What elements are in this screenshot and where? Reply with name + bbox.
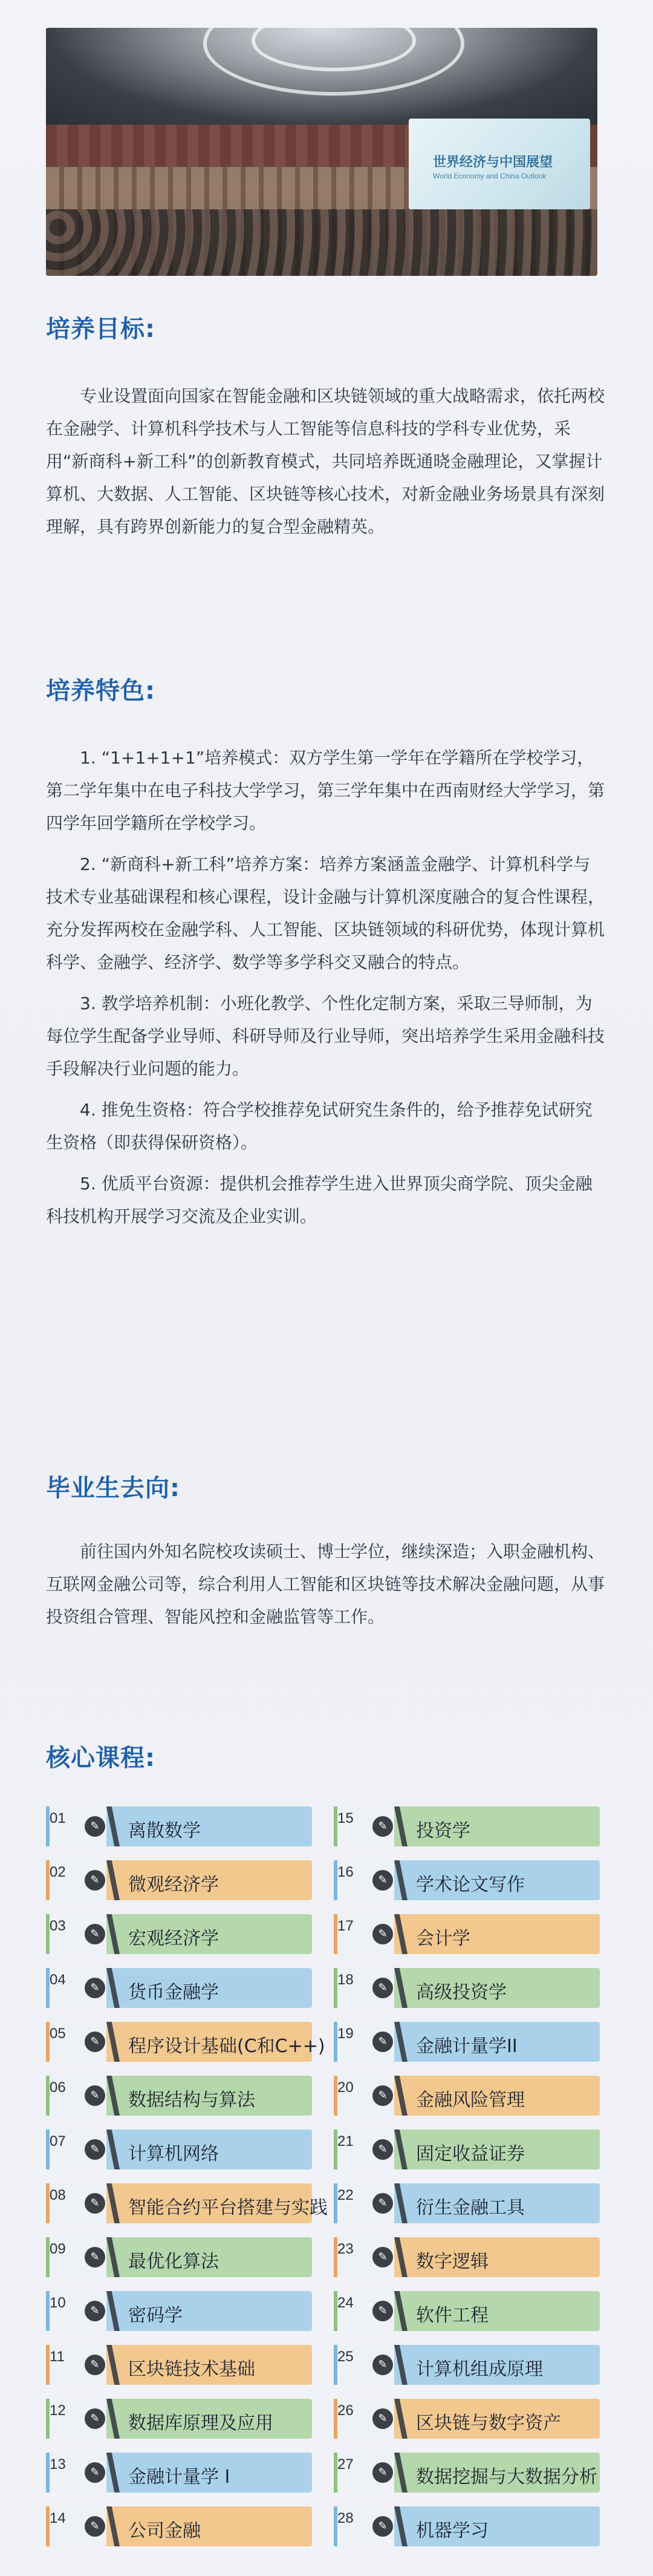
course-icon: ✎ — [85, 1816, 105, 1837]
course-card — [46, 2453, 312, 2493]
course-card — [334, 2130, 600, 2169]
course-card — [46, 2399, 312, 2439]
course-number: 07 — [50, 2133, 66, 2149]
goal-paragraph — [46, 380, 607, 543]
course-number: 09 — [50, 2241, 66, 2257]
course-card — [334, 2506, 600, 2546]
course-name: 宏观经济学 — [128, 1928, 219, 1949]
course-icon: ✎ — [372, 2355, 393, 2375]
course-number: 25 — [337, 2349, 354, 2365]
course-name: 区块链与数字资产 — [416, 2413, 561, 2434]
course-icon: ✎ — [372, 2301, 393, 2321]
course-number: 01 — [50, 1810, 66, 1826]
course-number: 13 — [50, 2456, 66, 2473]
course-card — [46, 1914, 312, 1954]
course-card — [334, 2399, 600, 2439]
course-card — [334, 2237, 600, 2277]
screen-title: 世界经济与中国展望 — [433, 154, 553, 169]
course-card — [46, 2022, 325, 2062]
course-card — [334, 2453, 600, 2493]
course-card — [46, 2345, 312, 2385]
section-title-features: 培养特色: — [46, 677, 155, 705]
course-icon: ✎ — [85, 2085, 105, 2106]
course-card — [334, 2291, 600, 2331]
course-number: 18 — [337, 1972, 354, 1988]
course-number: 04 — [50, 1972, 66, 1988]
course-card — [46, 1968, 312, 2008]
course-name: 固定收益证券 — [416, 2143, 525, 2165]
feature-item: 2. “新商科+新工科”培养方案：培养方案涵盖金融学、计算机科学与技术专业基础课程和核心课程，设计金融与计算机深度融合的复合性课程，充分发挥两校在金融学科、人工智能、区块链领域的科研优势，体现计算机科学、金融学、经济学、数学等多学科交叉融合的特点。 — [46, 854, 605, 972]
course-name: 软件工程 — [416, 2305, 489, 2326]
course-icon: ✎ — [85, 2193, 105, 2214]
course-name: 会计学 — [416, 1928, 470, 1949]
course-number: 23 — [337, 2241, 354, 2257]
course-card — [334, 1968, 600, 2008]
section-title-courses: 核心课程: — [46, 1744, 155, 1772]
course-name: 机器学习 — [416, 2520, 489, 2542]
course-icon: ✎ — [372, 2408, 393, 2429]
course-icon: ✎ — [372, 2193, 393, 2214]
course-number: 06 — [50, 2079, 66, 2096]
graduates-text: 前往国内外知名院校攻读硕士、博士学位，继续深造；入职金融机构、互联网金融公司等，综合利用人工智能和区块链等技术解决金融问题，从事投资组合管理、智能风控和金融监管等工作。 — [46, 1541, 605, 1627]
course-icon: ✎ — [85, 2462, 105, 2483]
course-icon: ✎ — [372, 1978, 393, 1998]
course-card — [334, 1806, 600, 1846]
course-name: 离散数学 — [128, 1820, 201, 1842]
course-number: 28 — [337, 2510, 354, 2526]
course-card — [46, 2076, 312, 2116]
course-name: 投资学 — [416, 1820, 470, 1842]
graduates-paragraph — [46, 1535, 607, 1633]
course-number: 24 — [337, 2295, 354, 2311]
course-icon: ✎ — [85, 1978, 105, 1998]
course-name: 公司金融 — [128, 2520, 201, 2542]
course-name: 区块链技术基础 — [128, 2359, 255, 2380]
course-name: 金融风险管理 — [416, 2090, 525, 2111]
section-title-graduates: 毕业生去向: — [46, 1474, 180, 1502]
course-card — [334, 2183, 600, 2223]
course-name: 数字逻辑 — [416, 2251, 489, 2272]
course-icon: ✎ — [372, 2139, 393, 2160]
course-card — [46, 1860, 312, 1900]
audience — [46, 209, 597, 276]
course-name: 最优化算法 — [128, 2251, 219, 2272]
course-number: 26 — [337, 2402, 354, 2419]
course-number: 02 — [50, 1864, 66, 1880]
course-card — [46, 2237, 312, 2277]
course-number: 22 — [337, 2187, 354, 2203]
course-icon: ✎ — [372, 1816, 393, 1837]
course-icon: ✎ — [372, 2247, 393, 2267]
course-name: 数据库原理及应用 — [128, 2413, 273, 2434]
course-number: 14 — [50, 2510, 66, 2526]
course-icon: ✎ — [372, 1924, 393, 1944]
course-card — [334, 2076, 600, 2116]
course-icon: ✎ — [372, 2516, 393, 2537]
course-icon: ✎ — [85, 2355, 105, 2375]
course-number: 08 — [50, 2187, 66, 2203]
course-card — [46, 2506, 312, 2546]
course-icon: ✎ — [85, 2139, 105, 2160]
course-icon: ✎ — [85, 2516, 105, 2537]
stage-screen — [409, 119, 590, 209]
course-number: 12 — [50, 2402, 66, 2419]
goal-text: 专业设置面向国家在智能金融和区块链领域的重大战略需求，依托两校在金融学、计算机科学技术与人工智能等信息科技的学科专业优势，采用“新商科+新工科”的创新教育模式，共同培养既通晓金融理论，又掌握计算机、大数据、人工智能、区块链等核心技术，对新金融业务场景具有深刻理解，具有跨界创新能力的复合型金融精英。 — [46, 386, 605, 537]
course-card — [46, 2291, 312, 2331]
course-icon: ✎ — [372, 2085, 393, 2106]
course-card — [334, 1914, 600, 1954]
course-icon: ✎ — [85, 2032, 105, 2052]
course-name: 金融计量学II — [416, 2036, 518, 2057]
course-number: 05 — [50, 2025, 66, 2042]
course-name: 学术论文写作 — [416, 1874, 525, 1895]
course-card — [334, 2022, 600, 2062]
course-number: 15 — [337, 1810, 354, 1826]
course-name: 衍生金融工具 — [416, 2197, 525, 2218]
ceiling-lights — [46, 28, 597, 125]
course-name: 微观经济学 — [128, 1874, 219, 1895]
course-name: 金融计量学 I — [128, 2466, 230, 2488]
course-number: 03 — [50, 1918, 66, 1934]
course-card — [46, 1806, 312, 1846]
features-list — [46, 742, 607, 1241]
course-name: 数据挖掘与大数据分析 — [416, 2466, 597, 2488]
conference-photo — [46, 28, 597, 276]
course-name: 货币金融学 — [128, 1982, 219, 2003]
course-name: 高级投资学 — [416, 1982, 507, 2003]
course-name: 密码学 — [128, 2305, 183, 2326]
course-icon: ✎ — [372, 2032, 393, 2052]
feature-item: 1. “1+1+1+1”培养模式：双方学生第一学年在学籍所在学校学习，第二学年集中在电子科技大学学习，第三学年集中在西南财经大学学习，第四学年回学籍所在学校学习。 — [46, 748, 605, 833]
course-card — [46, 2183, 328, 2223]
course-name: 数据结构与算法 — [128, 2090, 255, 2111]
course-name: 智能合约平台搭建与实践 — [128, 2197, 328, 2218]
course-card — [334, 1860, 600, 1900]
course-number: 20 — [337, 2079, 354, 2096]
course-name: 计算机网络 — [128, 2143, 219, 2165]
feature-item: 5. 优质平台资源：提供机会推荐学生进入世界顶尖商学院、顶尖金融科技机构开展学习交流及企业实训。 — [46, 1174, 593, 1226]
course-icon: ✎ — [85, 2408, 105, 2429]
course-card — [334, 2345, 600, 2385]
screen-subtitle: World Economy and China Outlook — [433, 172, 547, 180]
course-icon: ✎ — [372, 1870, 393, 1891]
feature-item: 4. 推免生资格：符合学校推荐免试研究生条件的，给予推荐免试研究生资格（即获得保研资格）。 — [46, 1100, 593, 1152]
course-number: 21 — [337, 2133, 354, 2149]
course-name: 程序设计基础(C和C++) — [128, 2036, 325, 2057]
course-number: 11 — [50, 2349, 65, 2365]
course-icon: ✎ — [85, 2301, 105, 2321]
feature-item: 3. 教学培养机制：小班化教学、个性化定制方案，采取三导师制，为每位学生配备学业导师、科研导师及行业导师，突出培养学生采用金融科技手段解决行业问题的能力。 — [46, 993, 605, 1079]
course-icon: ✎ — [85, 1924, 105, 1944]
course-number: 19 — [337, 2025, 354, 2042]
course-icon: ✎ — [85, 1870, 105, 1891]
course-number: 10 — [50, 2295, 66, 2311]
course-number: 16 — [337, 1864, 354, 1880]
section-title-goal: 培养目标: — [46, 315, 155, 343]
course-number: 17 — [337, 1918, 354, 1934]
course-name: 计算机组成原理 — [416, 2359, 543, 2380]
course-icon: ✎ — [372, 2462, 393, 2483]
course-card — [46, 2130, 312, 2169]
course-number: 27 — [337, 2456, 354, 2473]
course-icon: ✎ — [85, 2247, 105, 2267]
